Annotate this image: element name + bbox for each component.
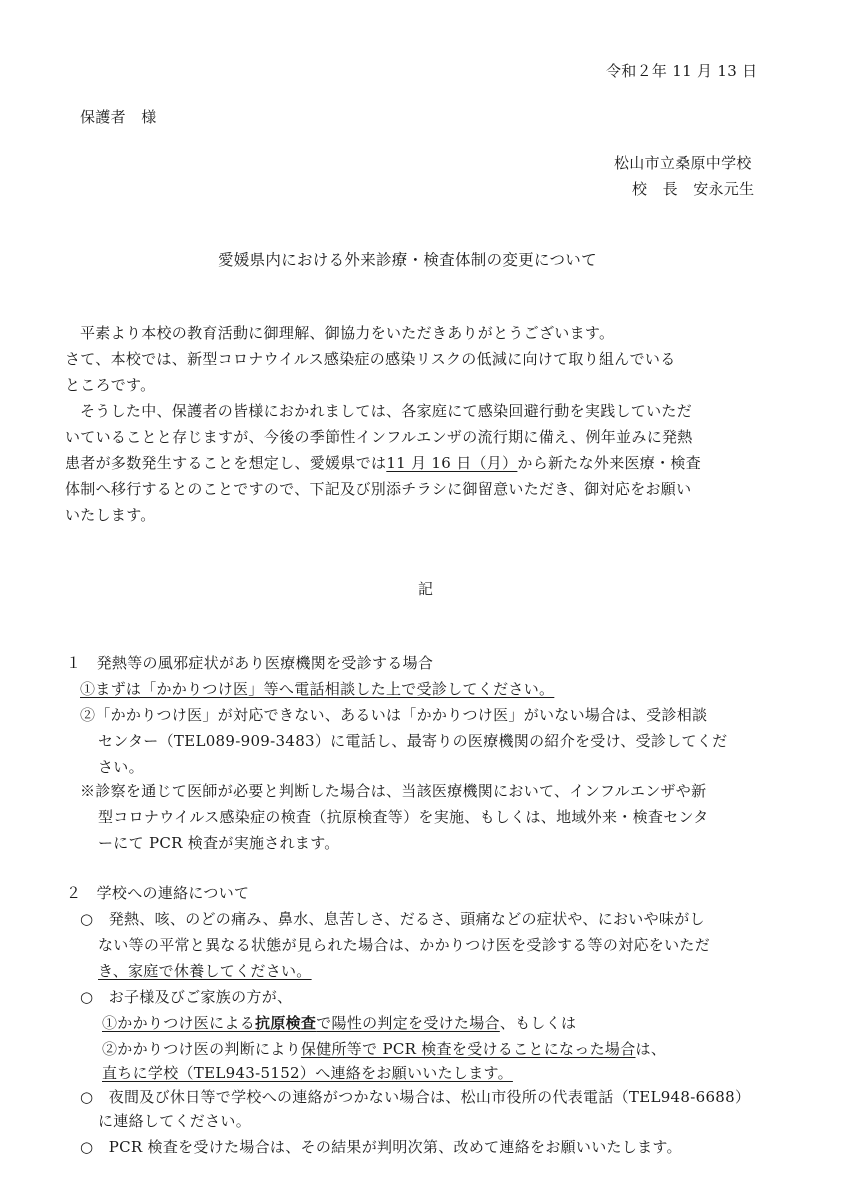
pcr-test: 保健所等で PCR 検査を受けることになった場合 [300,1040,636,1058]
note-line: ーにて PCR 検査が実施されます。 [98,834,340,852]
list-item: ②「かかりつけ医」が対応できない、あるいは「かかりつけ医」がいない場合は、受診相談 [80,706,708,724]
intro-line: ところです。 [65,376,156,394]
intro-line: いていることと存じますが、今後の季節性インフルエンザの流行期に備え、例年並みに発熱 [65,428,693,446]
bullet-line [102,1038,666,1060]
principal-name: 校 長 安永元生 [632,180,755,198]
section-heading: １ 発熱等の風邪症状があり医療機関を受診する場合 [66,654,434,672]
school-name: 松山市立桑原中学校 [614,154,752,172]
bullet-text: で陽性の判定を受けた場合 [316,1014,500,1032]
ki-heading: 記 [418,580,434,598]
document-date: 令和２年 11 月 13 日 [606,62,758,80]
bullet-line: ない等の平常と異なる状態が見られた場合は、かかりつけ医を受診する等の対応をいただ [98,936,711,954]
bullet-line: ○ PCR 検査を受けた場合は、その結果が判明次第、改めて連絡をお願いいたします。 [80,1138,682,1156]
list-item: ①まずは「かかりつけ医」等へ電話相談した上で受診してください。 [80,680,555,698]
bullet-text: ①かかりつけ医による [102,1014,256,1032]
bullet-line [102,1012,576,1034]
contact-school-line: 直ちに学校（TEL943-5152）へ連絡をお願いいたします。 [102,1064,513,1082]
intro-text: から新たな外来医療・検査 [517,454,702,472]
section-heading: ２ 学校への連絡について [66,884,250,902]
addressee: 保護者 様 [80,108,157,126]
note-line: 型コロナウイルス感染症の検査（抗原検査等）を実施、もしくは、地域外来・検査センタ [98,808,709,826]
intro-text: 患者が多数発生することを想定し、愛媛県では [65,454,387,472]
bullet-line: き、家庭で休養してください。 [98,962,312,980]
antigen-test: 抗原検査 [255,1014,317,1032]
intro-line: 平素より本校の教育活動に御理解、御協力をいただきありがとうございます。 [80,324,615,342]
list-item-cont: センター（TEL089-909-3483）に電話し、最寄りの医療機関の紹介を受け、受診してくだ [98,732,728,750]
bullet-text: 、もしくは [499,1014,577,1032]
intro-line: さて、本校では、新型コロナウイルス感染症の感染リスクの低減に向けて取り組んでいる [65,350,676,368]
bullet-text: は、 [635,1040,667,1058]
intro-line: そうした中、保護者の皆様におかれましては、各家庭にて感染回避行動を実践していただ [80,402,693,420]
bullet-line: ○ 夜間及び休日等で学校への連絡がつかない場合は、松山市役所の代表電話（TEL948-6688） [80,1088,751,1106]
note-line: ※診察を通じて医師が必要と判断した場合は、当該医療機関において、インフルエンザや新 [80,782,707,800]
bullet-line: ○ 発熱、咳、のどの痛み、鼻水、息苦しさ、だるさ、頭痛などの症状や、においや味がし [80,910,705,928]
list-item-cont: さい。 [98,758,144,776]
intro-line [65,452,701,474]
bullet-line: に連絡してください。 [98,1112,252,1130]
bullet-line: ○ お子様及びご家族の方が、 [80,988,293,1006]
document-title: 愛媛県内における外来診療・検査体制の変更について [218,251,597,269]
bullet-text: ②かかりつけ医の判断により [102,1040,301,1058]
intro-line: 体制へ移行するとのことですので、下記及び別添チラシに御留意いただき、御対応をお願い [65,480,692,498]
start-date: 11 月 16 日（月） [386,454,518,472]
intro-line: いたします。 [65,506,156,524]
